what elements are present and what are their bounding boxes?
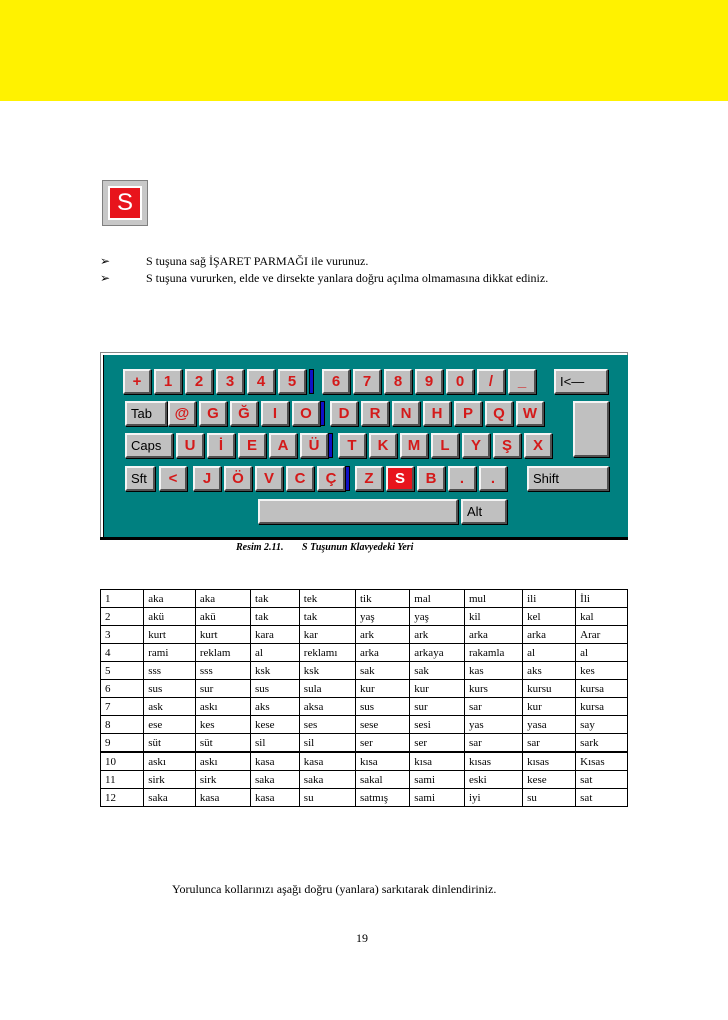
word-cell: kasa <box>195 789 250 807</box>
word-cell: sat <box>576 771 628 789</box>
key-ö: Ö <box>224 466 252 491</box>
key-c: C <box>286 466 314 491</box>
word-cell: eski <box>464 771 522 789</box>
figure-title: S Tuşunun Klavyedeki Yeri <box>302 542 414 553</box>
instruction-list <box>100 253 548 287</box>
key-ix60x8212: I<— <box>554 369 608 394</box>
word-cell: aksa <box>299 698 355 716</box>
word-cell: sar <box>464 698 522 716</box>
key-m: M <box>400 433 428 458</box>
word-cell: kur <box>355 680 409 698</box>
word-cell: reklam <box>195 644 250 662</box>
word-cell: kes <box>576 662 628 680</box>
row-number-cell: 9 <box>101 734 144 753</box>
table-row <box>101 752 628 771</box>
table-row <box>101 626 628 644</box>
key-t: T <box>338 433 366 458</box>
word-cell: mul <box>464 590 522 608</box>
word-cell: sak <box>355 662 409 680</box>
key-2: 2 <box>185 369 213 394</box>
table-row <box>101 734 628 753</box>
key-h: H <box>423 401 451 426</box>
word-cell: yaş <box>410 608 465 626</box>
s-key-illustration <box>102 180 148 226</box>
word-cell: kara <box>251 626 300 644</box>
word-cell: say <box>576 716 628 734</box>
word-cell: kur <box>523 698 576 716</box>
key-8: 8 <box>384 369 412 394</box>
rest-note: Yorulunca kollarınızı aşağı doğru (yanlara) sarkıtarak dinlendiriniz. <box>172 882 497 896</box>
key-ğ: Ğ <box>230 401 258 426</box>
row-number-cell: 10 <box>101 752 144 771</box>
key-j: J <box>193 466 221 491</box>
word-cell: reklamı <box>299 644 355 662</box>
keyboard-shadow <box>100 537 628 540</box>
instruction-text: S tuşuna vururken, elde ve dirsekte yanlara doğru açılma olmamasına dikkat ediniz. <box>146 271 549 285</box>
key-sft: Sft <box>125 466 155 491</box>
word-cell: arka <box>355 644 409 662</box>
word-cell: kur <box>410 680 465 698</box>
word-cell: sami <box>410 789 465 807</box>
word-cell: sula <box>299 680 355 698</box>
word-cell: su <box>523 789 576 807</box>
key-alt: Alt <box>461 499 507 524</box>
enter-key <box>573 401 609 457</box>
row-number-cell: 3 <box>101 626 144 644</box>
key-e: E <box>238 433 266 458</box>
word-cell: yasa <box>523 716 576 734</box>
row-number-cell: 12 <box>101 789 144 807</box>
key-6: 6 <box>322 369 350 394</box>
arrow-bullet-icon: ➢ <box>100 254 111 268</box>
word-cell: sus <box>251 680 300 698</box>
word-cell: sil <box>299 734 355 753</box>
instruction-item <box>100 253 548 270</box>
word-cell: sark <box>576 734 628 753</box>
word-cell: aks <box>251 698 300 716</box>
table-row <box>101 590 628 608</box>
key-l: L <box>431 433 459 458</box>
word-cell: süt <box>195 734 250 753</box>
word-cell: aka <box>195 590 250 608</box>
header-banner-edge <box>0 101 728 103</box>
word-cell: kısas <box>523 752 576 771</box>
row-number-cell: 11 <box>101 771 144 789</box>
word-cell: sar <box>464 734 522 753</box>
word-cell: ark <box>355 626 409 644</box>
hand-divider-mark <box>309 369 314 394</box>
word-cell: mal <box>410 590 465 608</box>
header-banner <box>0 0 728 101</box>
word-cell: iyi <box>464 789 522 807</box>
word-cell: yas <box>464 716 522 734</box>
word-cell: kısa <box>355 752 409 771</box>
word-cell: rami <box>144 644 196 662</box>
key-u: U <box>176 433 204 458</box>
word-cell: arka <box>523 626 576 644</box>
instruction-item <box>100 270 548 287</box>
word-cell: kese <box>251 716 300 734</box>
word-cell: kasa <box>299 752 355 771</box>
key-x46: . <box>479 466 507 491</box>
arrow-bullet-icon: ➢ <box>100 271 111 285</box>
row-number-cell: 2 <box>101 608 144 626</box>
word-cell: saka <box>299 771 355 789</box>
word-cell: askı <box>144 752 196 771</box>
word-cell: akü <box>144 608 196 626</box>
word-cell: sss <box>195 662 250 680</box>
row-number-cell: 4 <box>101 644 144 662</box>
key-x43: + <box>123 369 151 394</box>
key-tab: Tab <box>125 401 167 426</box>
word-cell: saka <box>251 771 300 789</box>
word-cell: ese <box>144 716 196 734</box>
word-cell: aka <box>144 590 196 608</box>
key-ü: Ü <box>300 433 328 458</box>
table-row <box>101 789 628 807</box>
row-number-cell: 6 <box>101 680 144 698</box>
word-cell: kel <box>523 608 576 626</box>
key-ç: Ç <box>317 466 345 491</box>
hand-divider-mark <box>345 466 350 491</box>
word-cell: İli <box>576 590 628 608</box>
key-n: N <box>392 401 420 426</box>
word-cell: kasa <box>251 752 300 771</box>
word-cell: al <box>523 644 576 662</box>
key-y: Y <box>462 433 490 458</box>
word-cell: tak <box>251 608 300 626</box>
word-cell: arkaya <box>410 644 465 662</box>
word-cell: saka <box>144 789 196 807</box>
word-cell: rakamla <box>464 644 522 662</box>
key-4: 4 <box>247 369 275 394</box>
word-cell: kal <box>576 608 628 626</box>
key-shift: Shift <box>527 466 609 491</box>
key-x46: . <box>448 466 476 491</box>
key-o: O <box>292 401 320 426</box>
row-number-cell: 1 <box>101 590 144 608</box>
word-cell: askı <box>195 698 250 716</box>
word-cell: sirk <box>144 771 196 789</box>
key-3: 3 <box>216 369 244 394</box>
key-5: 5 <box>278 369 306 394</box>
key-v: V <box>255 466 283 491</box>
key-z: Z <box>355 466 383 491</box>
row-number-cell: 7 <box>101 698 144 716</box>
word-cell: ksk <box>251 662 300 680</box>
word-cell: kısa <box>410 752 465 771</box>
key-g: G <box>199 401 227 426</box>
word-cell: tek <box>299 590 355 608</box>
row-number-cell: 5 <box>101 662 144 680</box>
hand-divider-mark <box>328 433 333 458</box>
word-cell: arka <box>464 626 522 644</box>
word-cell: ses <box>299 716 355 734</box>
key-b: B <box>417 466 445 491</box>
key-w: W <box>516 401 544 426</box>
key-x60: < <box>159 466 187 491</box>
word-cell: ksk <box>299 662 355 680</box>
word-cell: sus <box>355 698 409 716</box>
key-x47: / <box>477 369 505 394</box>
table-row <box>101 716 628 734</box>
word-cell: kar <box>299 626 355 644</box>
key-ix775: İ <box>207 433 235 458</box>
word-cell: ark <box>410 626 465 644</box>
key-x64: @ <box>168 401 196 426</box>
instruction-text: S tuşuna sağ İŞARET PARMAĞI ile vurunuz. <box>146 254 369 268</box>
practice-word-table <box>100 589 628 807</box>
figure-label: Resim 2.11. <box>236 542 284 553</box>
word-cell: ili <box>523 590 576 608</box>
key-x95: _ <box>508 369 536 394</box>
word-cell: akü <box>195 608 250 626</box>
key-0: 0 <box>446 369 474 394</box>
word-cell: kurt <box>195 626 250 644</box>
key-i: I <box>261 401 289 426</box>
key-caps: Caps <box>125 433 173 458</box>
word-cell: sami <box>410 771 465 789</box>
key-q: Q <box>485 401 513 426</box>
word-cell: tak <box>299 608 355 626</box>
word-cell: kes <box>195 716 250 734</box>
word-cell: kurt <box>144 626 196 644</box>
space-bar <box>258 499 458 524</box>
row-number-cell: 8 <box>101 716 144 734</box>
table-row <box>101 680 628 698</box>
key-a: A <box>269 433 297 458</box>
word-cell: kil <box>464 608 522 626</box>
table-row <box>101 644 628 662</box>
key-ş: Ş <box>493 433 521 458</box>
key-9: 9 <box>415 369 443 394</box>
word-cell: kasa <box>251 789 300 807</box>
word-cell: sil <box>251 734 300 753</box>
word-cell: sirk <box>195 771 250 789</box>
word-cell: sese <box>355 716 409 734</box>
word-cell: sat <box>576 789 628 807</box>
word-cell: Arar <box>576 626 628 644</box>
word-cell: kas <box>464 662 522 680</box>
hand-divider-mark <box>320 401 325 426</box>
table-row <box>101 662 628 680</box>
word-cell: kese <box>523 771 576 789</box>
word-cell: ser <box>410 734 465 753</box>
s-key-face: S <box>108 186 142 220</box>
key-d: D <box>330 401 358 426</box>
key-k: K <box>369 433 397 458</box>
word-cell: tik <box>355 590 409 608</box>
table-row <box>101 698 628 716</box>
word-cell: al <box>251 644 300 662</box>
table-row <box>101 608 628 626</box>
word-cell: sar <box>523 734 576 753</box>
word-cell: sur <box>195 680 250 698</box>
page-number: 19 <box>356 931 368 945</box>
word-cell: su <box>299 789 355 807</box>
word-cell: kursa <box>576 698 628 716</box>
word-cell: sesi <box>410 716 465 734</box>
word-cell: satmış <box>355 789 409 807</box>
key-1: 1 <box>154 369 182 394</box>
word-cell: sss <box>144 662 196 680</box>
word-cell: sus <box>144 680 196 698</box>
word-cell: al <box>576 644 628 662</box>
word-cell: ser <box>355 734 409 753</box>
word-cell: tak <box>251 590 300 608</box>
key-r: R <box>361 401 389 426</box>
word-cell: yaş <box>355 608 409 626</box>
word-cell: kursa <box>576 680 628 698</box>
word-cell: ask <box>144 698 196 716</box>
key-p: P <box>454 401 482 426</box>
word-cell: sur <box>410 698 465 716</box>
key-x: X <box>524 433 552 458</box>
word-cell: kısas <box>464 752 522 771</box>
word-cell: sak <box>410 662 465 680</box>
key-7: 7 <box>353 369 381 394</box>
key-s: S <box>386 466 414 491</box>
word-cell: aks <box>523 662 576 680</box>
table-row <box>101 771 628 789</box>
word-cell: süt <box>144 734 196 753</box>
word-cell: kurs <box>464 680 522 698</box>
word-cell: sakal <box>355 771 409 789</box>
word-cell: askı <box>195 752 250 771</box>
figure-caption <box>236 542 429 553</box>
word-cell: kursu <box>523 680 576 698</box>
word-cell: Kısas <box>576 752 628 771</box>
